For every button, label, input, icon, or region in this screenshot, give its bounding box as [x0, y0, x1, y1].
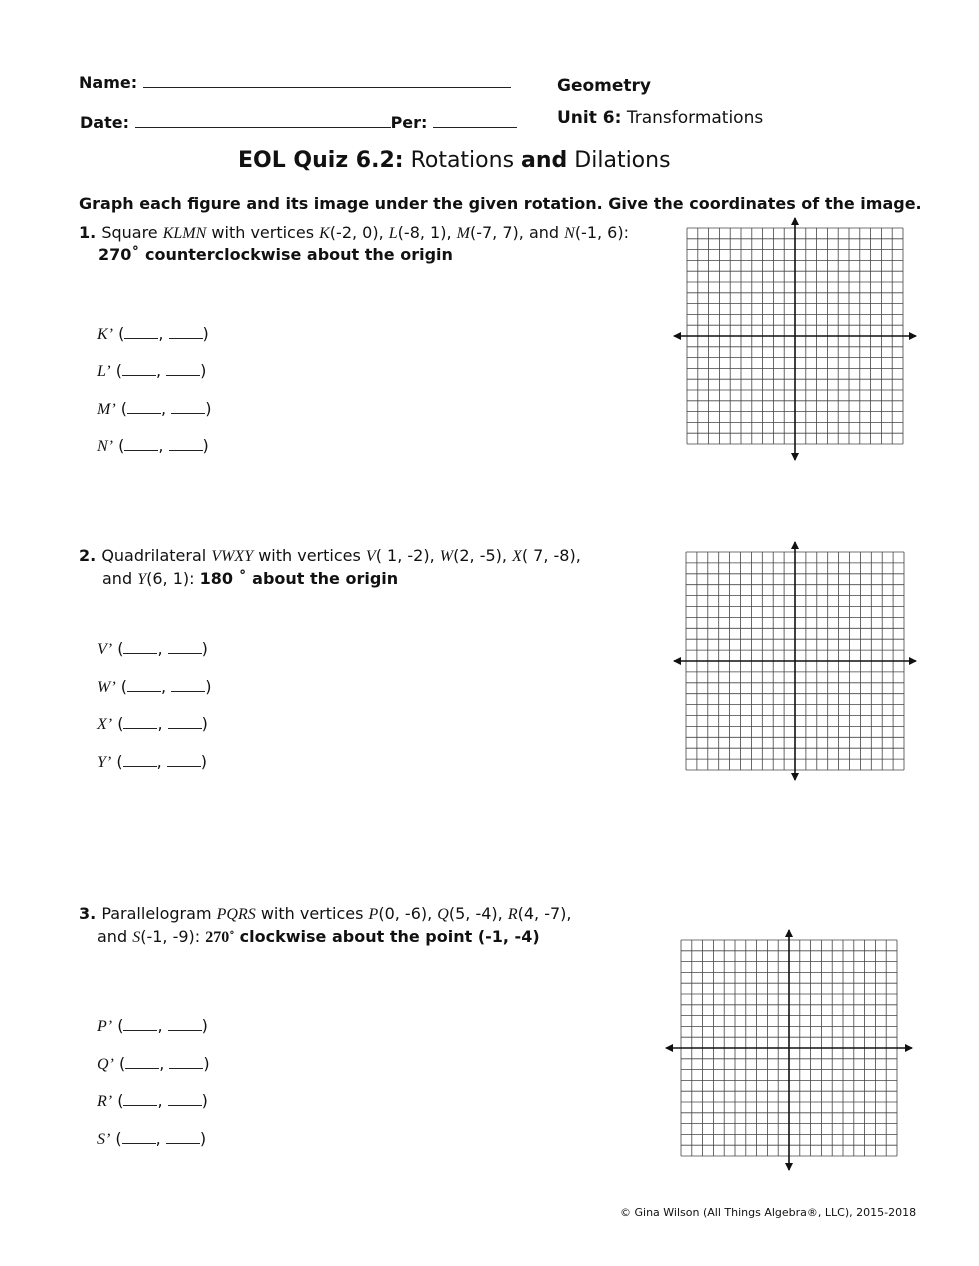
x-axis-arrow-left [665, 1044, 673, 1052]
problem-2-statement: 2. Quadrilateral VWXY with vertices V( 1, -2), W(2, -5), X( 7, -8), [79, 546, 581, 565]
date-field[interactable] [135, 113, 391, 128]
problem-3-statement-cont: and S(-1, -9): 270˚ clockwise about the point (-1, -4) [97, 927, 540, 946]
per-field[interactable] [433, 113, 517, 128]
answer-r[interactable]: R’ ( , ) [97, 1091, 208, 1110]
answer-v[interactable]: V’ ( , ) [97, 639, 208, 658]
problem-1-rotation: 270˚ counterclockwise about the origin [98, 245, 453, 264]
answer-k[interactable]: K’ ( , ) [97, 324, 209, 343]
answer-q[interactable]: Q’ ( , ) [97, 1054, 210, 1073]
y-axis-arrow-down [785, 1163, 793, 1171]
answer-l[interactable]: L’ ( , ) [97, 361, 207, 380]
y-axis-arrow-down [791, 773, 799, 781]
x-axis-arrow-right [909, 332, 917, 340]
y-axis-arrow-up [791, 541, 799, 549]
course-title: Geometry [557, 76, 651, 96]
answer-s[interactable]: S’ ( , ) [97, 1129, 207, 1148]
answer-m[interactable]: M’ ( , ) [97, 399, 212, 418]
x-axis-arrow-left [673, 657, 681, 665]
instructions: Graph each figure and its image under the given rotation. Give the coordinates of the image. [79, 194, 922, 213]
name-label: Name: [79, 73, 511, 92]
y-axis-arrow-down [791, 453, 799, 461]
problem-2-statement-cont: and Y(6, 1): 180 ˚ about the origin [102, 569, 399, 588]
answer-x[interactable]: X’ ( , ) [97, 714, 208, 733]
date-label: Date: Per: [80, 113, 517, 132]
page-title: EOL Quiz 6.2: Rotations and Dilations [238, 148, 671, 173]
coordinate-grid-1[interactable] [672, 216, 918, 462]
y-axis-arrow-up [785, 929, 793, 937]
per-label: Per: [390, 113, 428, 132]
answer-y[interactable]: Y’ ( , ) [97, 752, 208, 771]
answer-n[interactable]: N’ ( , ) [97, 436, 209, 455]
answer-p[interactable]: P’ ( , ) [97, 1016, 208, 1035]
x-axis-arrow-right [905, 1044, 913, 1052]
copyright-footer: © Gina Wilson (All Things Algebra®, LLC), 2015-2018 [620, 1206, 917, 1219]
coordinate-grid-3[interactable] [664, 928, 914, 1172]
unit-title: Unit 6: Transformations [557, 108, 764, 128]
x-axis-arrow-left [673, 332, 681, 340]
problem-3-statement: 3. Parallelogram PQRS with vertices P(0, -6), Q(5, -4), R(4, -7), [79, 904, 572, 923]
y-axis-arrow-up [791, 217, 799, 225]
name-field[interactable] [143, 73, 511, 88]
coordinate-grid-2[interactable] [672, 540, 918, 782]
problem-1-statement: 1. Square KLMN with vertices K(-2, 0), L(-8, 1), M(-7, 7), and N(-1, 6): [79, 223, 629, 242]
answer-w[interactable]: W’ ( , ) [97, 677, 212, 696]
x-axis-arrow-right [909, 657, 917, 665]
